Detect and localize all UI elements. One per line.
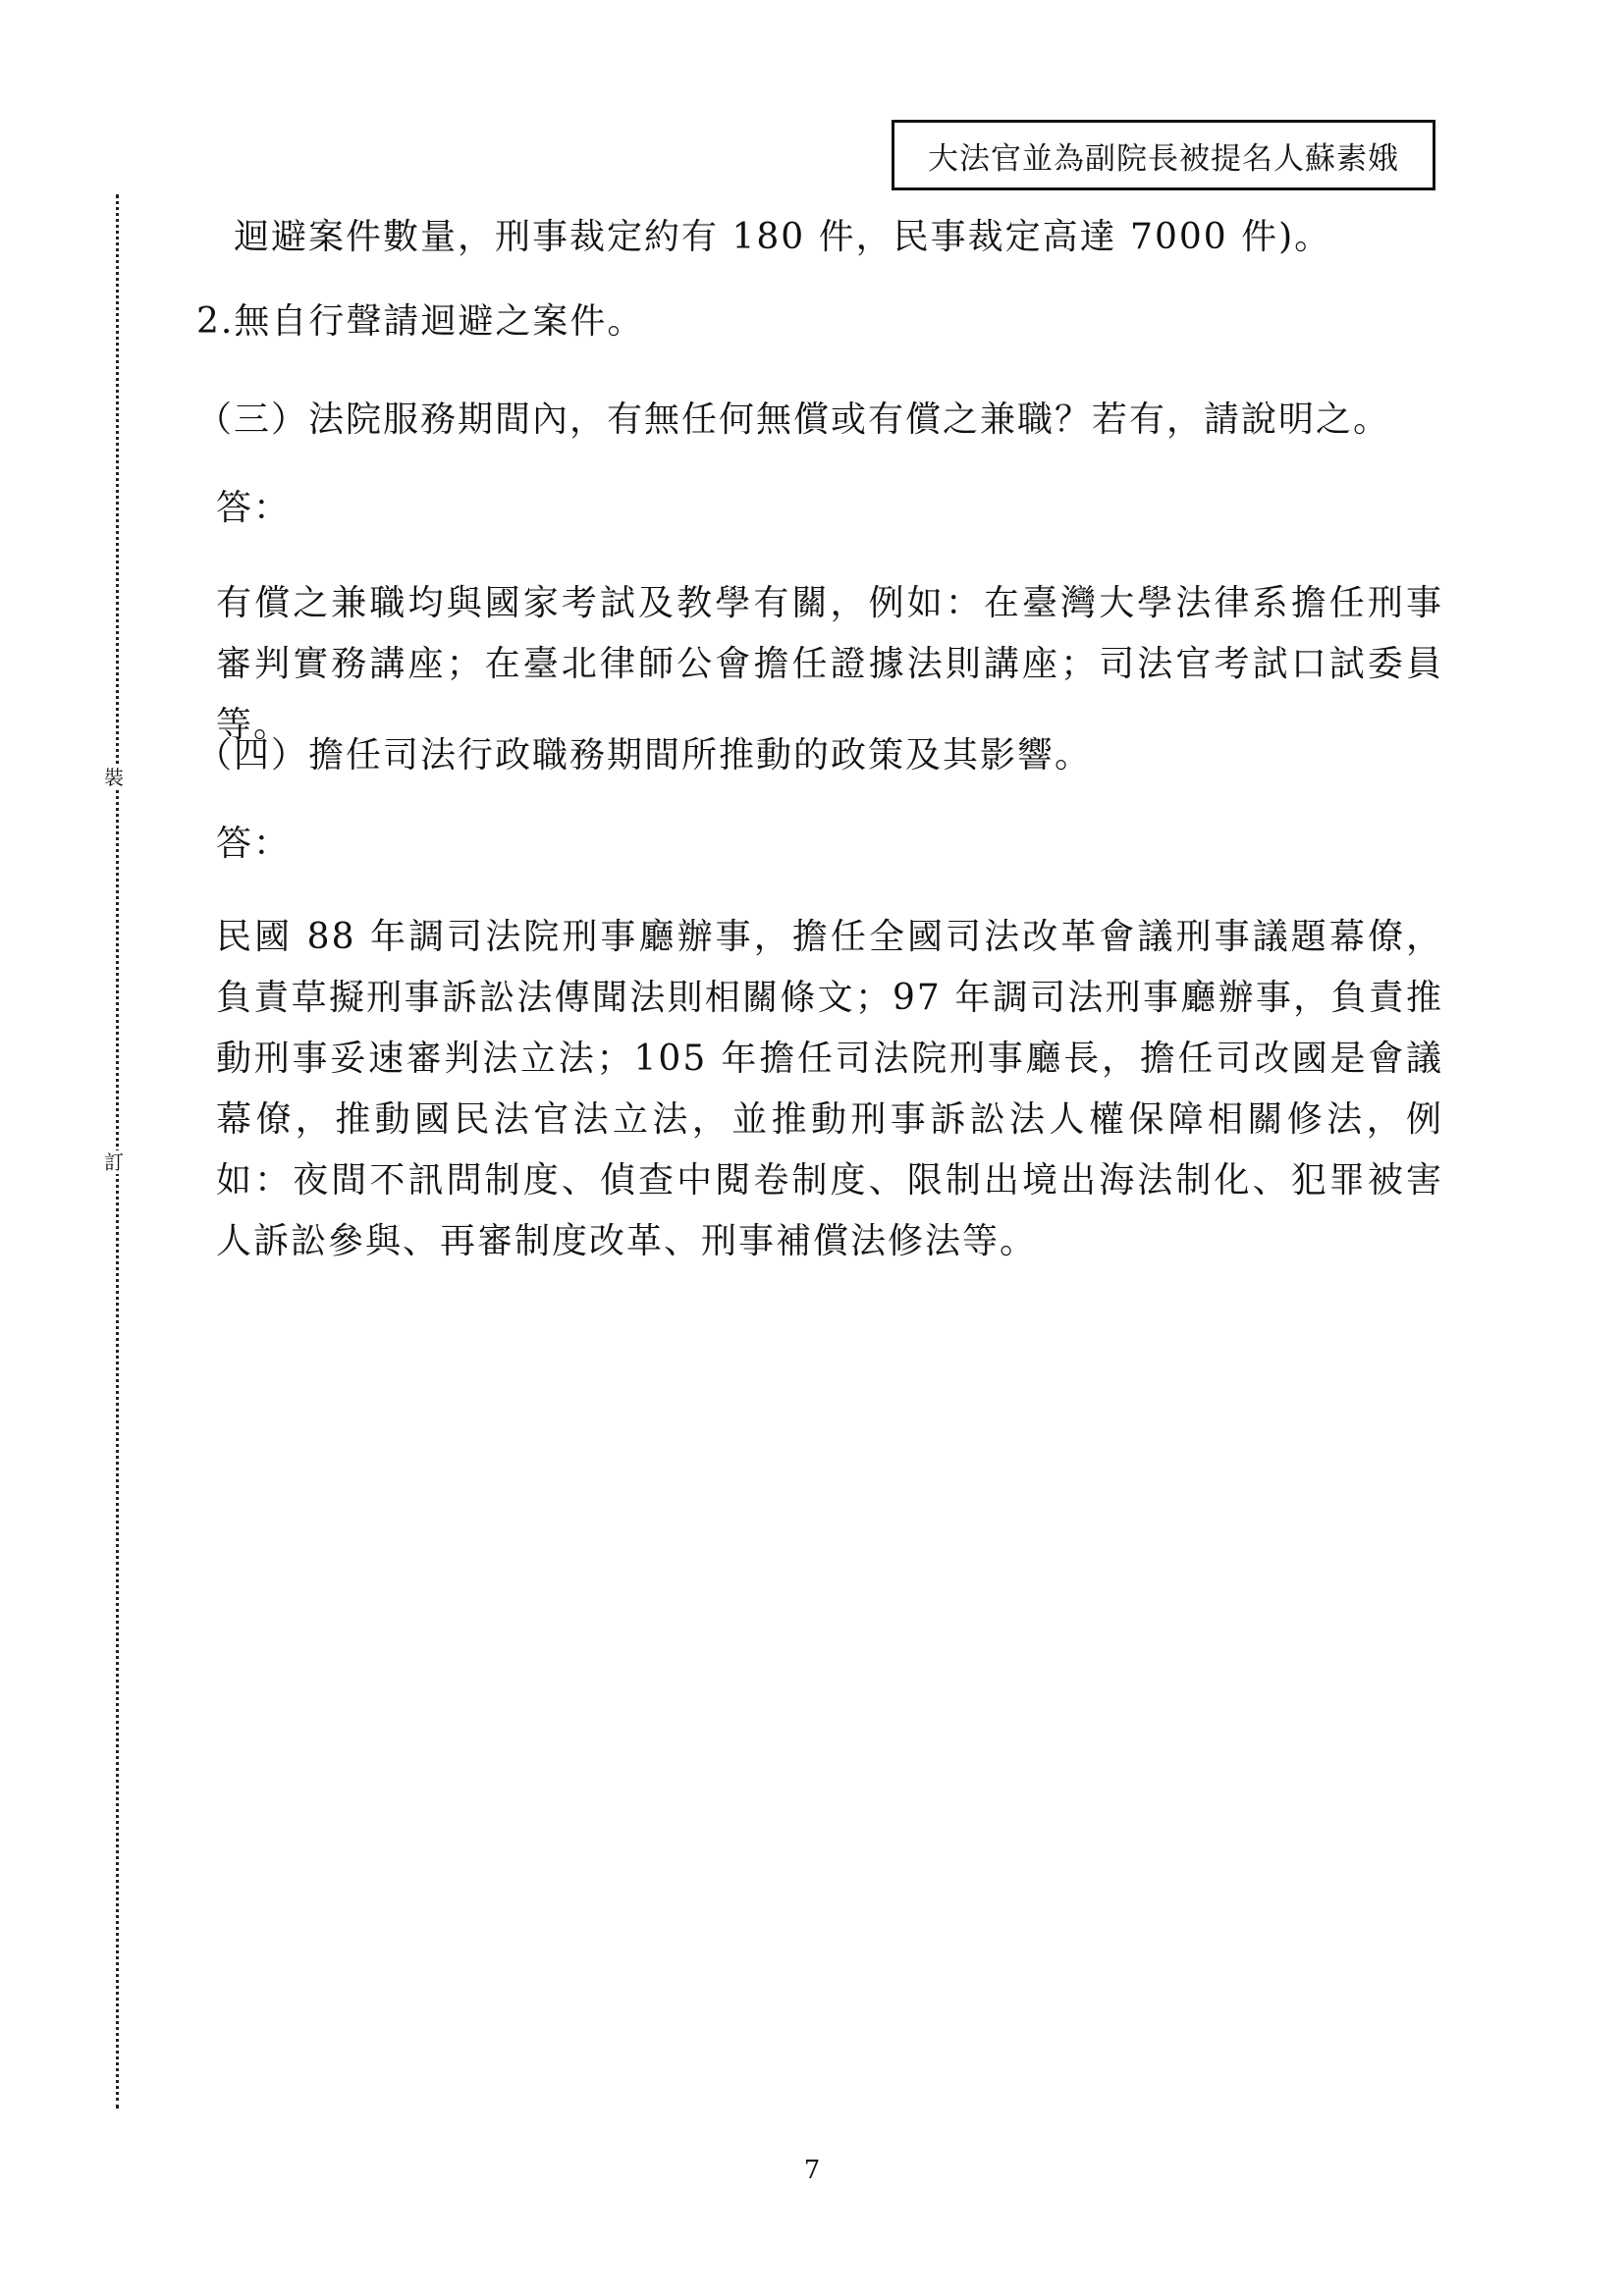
answer-4-text: 民國 88 年調司法院刑事廳辦事，擔任全國司法改革會議刑事議題幕僚，負責草擬刑事訴訟法傳聞法則相關條文；97 年調司法刑事廳辦事，負責推動刑事妥速審判法立法；105 年擔任司法院刑事廳長，擔任司改國是會議幕僚，推動國民法官法立法，並推動刑事訴訟法人權保障相關修法，例如：夜間不訊問制度、偵查中閱卷制度、限制出境出海法制化、犯罪被害人訴訟參與、再審制度改革、刑事補償法修法等。 <box>216 917 1443 1261</box>
nominee-header-box <box>892 120 1435 190</box>
question-4: （四）擔任司法行政職務期間所推動的政策及其影響。 <box>196 735 1093 775</box>
continuation-line: 迴避案件數量，刑事裁定約有 180 件，民事裁定高達 7000 件)。 <box>234 217 1332 257</box>
binding-mark-bottom: 訂 <box>104 1150 124 1174</box>
binding-mark-top: 裝 <box>104 766 124 789</box>
list-item-2: 2.無自行聲請迴避之案件。 <box>196 301 645 342</box>
question-3: （三）法院服務期間內，有無任何無償或有償之兼職？若有，請說明之。 <box>196 400 1391 440</box>
answer-4-label: 答： <box>216 824 292 864</box>
answer-3-text: 有償之兼職均與國家考試及教學有關，例如：在臺灣大學法律系擔任刑事審判實務講座；在臺北律師公會擔任證據法則講座；司法官考試口試委員等。 <box>216 583 1443 745</box>
nominee-label: 大法官並為副院長被提名人蘇素娥 <box>928 140 1399 177</box>
answer-3-label: 答： <box>216 488 292 528</box>
page-number: 7 <box>803 2156 821 2185</box>
